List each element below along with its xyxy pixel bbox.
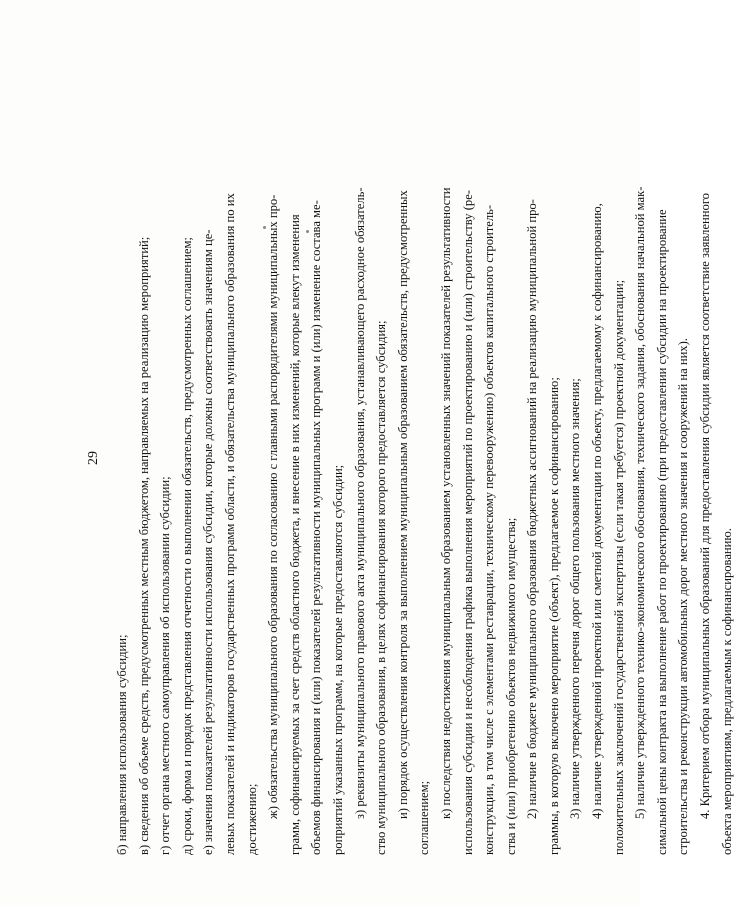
text-line: использования субсидии и несоблюдения графика выполнения мероприятий по проектированию и (или) строительству (ре- [460,190,475,855]
text-line: г) отчет органа местного самоуправления об использовании субсидии; [158,476,173,855]
text-line: б) направления использования субсидии; [115,634,129,855]
text-line: соглашением; [417,780,432,855]
text-line: к) последствия недостижения муниципальным образованием установленных значений показателей результативности [438,187,453,819]
text-line: симальной цены контракта на выполнение работ по проектированию (при предоставлении субсидии на проектирование [654,209,669,855]
text-line: объемов финансирования и (или) показателей результативности муниципальных программ и (или) изменение состава ме- [309,200,324,855]
page-number: 29 [86,451,101,465]
text-line: 4. Критерием отбора муниципальных образований для предоставления субсидии является соответствие заявленного [698,193,713,819]
text-line: в) сведения об объеме средств, предусмотренных местным бюджетом, направляемых на реализацию мероприятий; [136,236,151,855]
scan-speck [263,226,266,229]
text-line: е) значения показателей результативности использования субсидии, которые должны соответствовать значениям це- [201,229,216,855]
text-line: левых показателей и индикаторов государственных программ области, и обязательства муниципального образования по их [222,193,237,855]
text-line: и) порядок осуществления контроля за выполнением муниципальным образованием обязательств, предусмотренных [395,190,410,819]
text-line: конструкции, в том числе с элементами реставрации, техническому перевооружению) объектов капитального строитель- [482,204,497,855]
text-line: объекта мероприятиям, предлагаемым к софинансированию. [719,528,734,855]
scan-speck [306,230,309,233]
text-line: граммы, в которую включено мероприятие (объект), предлагаемое к софинансированию; [546,377,561,855]
text-line: ства и (или) приобретению объектов недвижимого имущества; [503,517,518,855]
text-line: д) сроки, форма и порядок представления отчетности о выполнении обязательств, предусмотренных соглашением; [179,237,194,855]
text-line: грамм, софинансируемых за счет средств областного бюджета, и внесение в них изменений, которые влекут изменения [287,214,302,855]
text-line: 2) наличие в бюджете муниципального образования бюджетных ассигнований на реализацию муниципальной про- [525,199,540,819]
rotated-document [86,55,734,855]
text-line: достижению; [244,783,259,855]
text-line: ство муниципального образования, в целях софинансирования которого предоставляется субсидия; [374,320,389,855]
text-line: 5) наличие утвержденного технико-экономического обоснования, технического задания, обоснования начальной мак- [633,186,648,819]
document-body [112,55,738,855]
text-line: положительных заключений государственной экспертизы (если такая требуется) проектной документации; [611,279,626,855]
text-line: 3) наличие утвержденного перечня дорог общего пользования местного значения; [568,378,583,819]
text-line: строительства и реконструкции автомобильных дорог местного значения и сооружений на них). [676,338,691,855]
text-line: роприятий указанных программ, на которые предоставляются субсидии; [330,464,345,855]
text-line: ж) обязательства муниципального образования по согласованию с главными распорядителями муниципальных про- [266,194,281,819]
text-line: з) реквизиты муниципального правового акта муниципального образования, устанавливающего расходное обязатель- [352,187,367,819]
text-line: 4) наличие утвержденной проектной или сметной документации по объекту, предлагаемому к софинансированию, [590,203,605,819]
